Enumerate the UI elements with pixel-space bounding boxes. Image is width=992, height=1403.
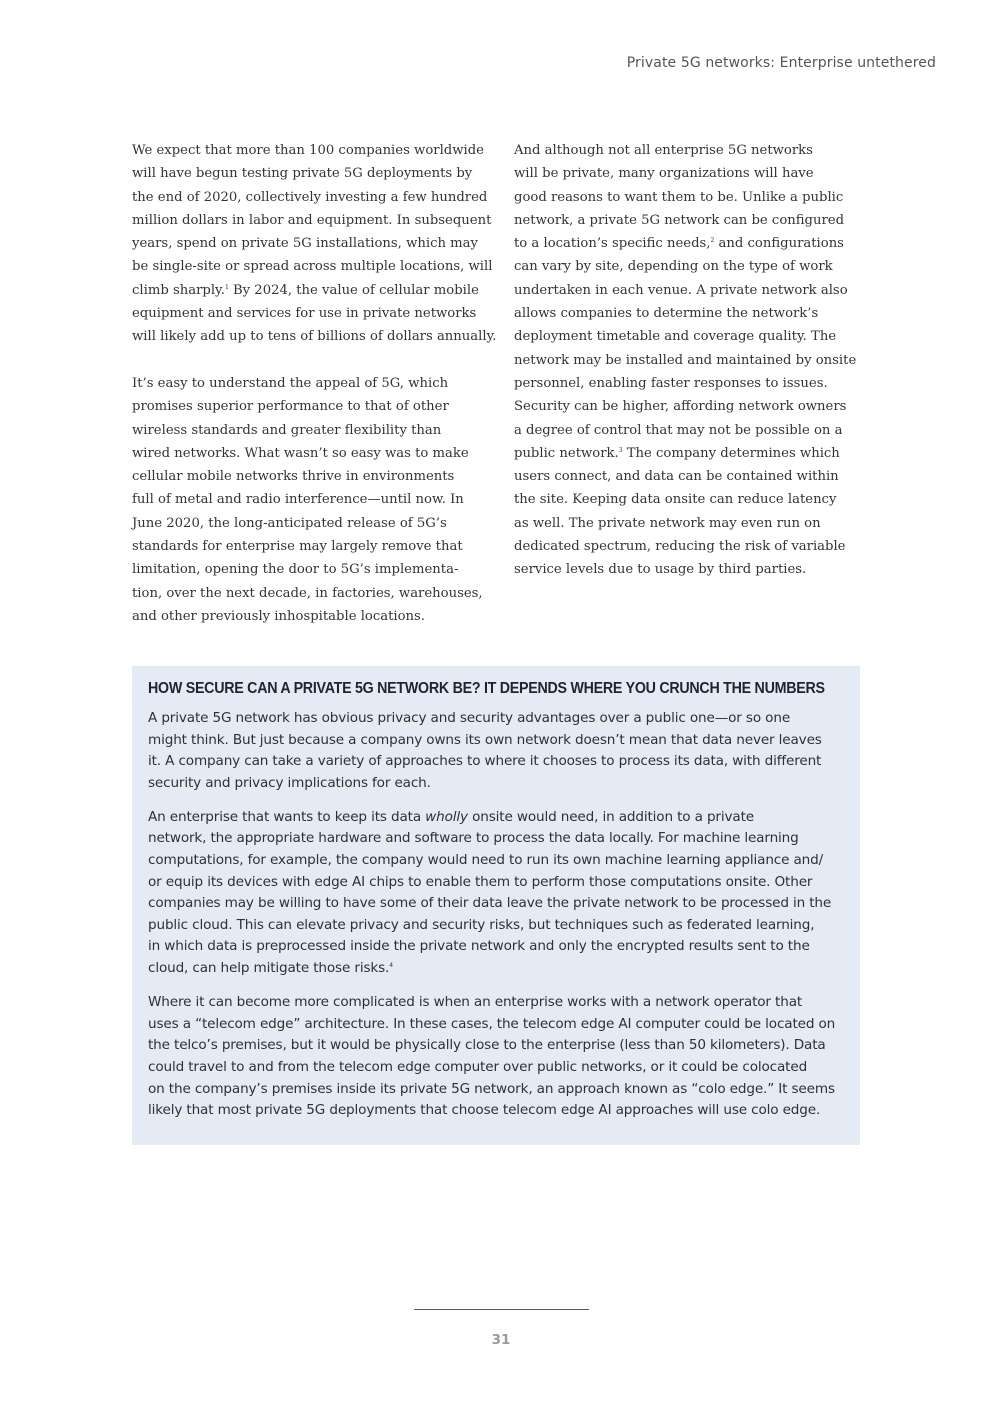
text-fragment: onsite would need, in addition to a private xyxy=(467,808,754,825)
text-line: the telco’s premises, but it would be physically close to the enterprise (less than 50 kilometers). Data xyxy=(148,1037,826,1054)
text-line: equipment and services for use in private networks xyxy=(132,306,477,322)
text-line: cellular mobile networks thrive in environments xyxy=(132,469,455,485)
text-line: will have begun testing private 5G deployments by xyxy=(132,166,473,182)
footnote-ref-1[interactable]: 1 xyxy=(224,283,229,291)
text-line: security and privacy implications for each. xyxy=(148,774,431,791)
text-line: deployment timetable and coverage quality. The xyxy=(514,329,837,345)
page-number: 31 xyxy=(491,1332,511,1348)
text-line: It’s easy to understand the appeal of 5G, which xyxy=(132,375,449,391)
text-line: good reasons to want them to be. Unlike a public xyxy=(514,189,844,205)
text-line: or equip its devices with edge AI chips to enable them to perform those computations onsite. Other xyxy=(148,873,813,890)
sidebar-paragraph-onsite xyxy=(148,807,844,980)
footer-divider xyxy=(414,1309,589,1310)
text-line: will be private, many organizations will have xyxy=(514,166,814,182)
text-line: Security can be higher, affording network owners xyxy=(514,399,847,415)
text-line: can vary by site, depending on the type of work xyxy=(514,259,833,275)
text-line: promises superior performance to that of other xyxy=(132,399,449,415)
text-line: companies may be willing to have some of their data leave the private network to be processed in the xyxy=(148,895,832,912)
text-line: it. A company can take a variety of approaches to where it chooses to process its data, with different xyxy=(148,753,822,770)
emphasis-text: wholly xyxy=(425,808,468,825)
text-fragment: By 2024, the value of cellular mobile xyxy=(232,282,479,298)
text-line: as well. The private network may even run on xyxy=(514,515,821,531)
text-line: likely that most private 5G deployments that choose telecom edge AI approaches will use colo edge. xyxy=(148,1102,821,1119)
text-line: limitation, opening the door to 5G’s implementa- xyxy=(132,562,459,578)
paragraph-private-networks xyxy=(514,139,860,582)
text-line: public cloud. This can elevate privacy and security risks, but techniques such as federated learning, xyxy=(148,916,815,933)
text-fragment: and configurations xyxy=(718,236,844,252)
text-line: years, spend on private 5G installations, which may xyxy=(132,236,478,252)
right-column xyxy=(514,139,860,582)
sidebar-title: HOW SECURE CAN A PRIVATE 5G NETWORK BE? IT DEPENDS WHERE YOU CRUNCH THE NUMBERS xyxy=(148,680,825,697)
text-line: standards for enterprise may largely remove that xyxy=(132,539,463,555)
text-line: undertaken in each venue. A private network also xyxy=(514,282,848,298)
text-line: be single-site or spread across multiple locations, will xyxy=(132,259,493,275)
text-line xyxy=(514,232,860,255)
text-line: wireless standards and greater flexibility than xyxy=(132,422,442,438)
text-line: the site. Keeping data onsite can reduce latency xyxy=(514,492,837,508)
text-line: A private 5G network has obvious privacy and security advantages over a public one—or so one xyxy=(148,710,791,726)
text-line xyxy=(148,958,844,980)
text-fragment: cloud, can help mitigate those risks. xyxy=(148,960,390,977)
sidebar-paragraph-privacy xyxy=(148,708,844,794)
text-line: could travel to and from the telecom edge computer over public networks, or it could be colocated xyxy=(148,1058,808,1075)
text-line: network may be installed and maintained by onsite xyxy=(514,352,857,368)
text-fragment: The company determines which xyxy=(626,445,840,461)
text-line: million dollars in labor and equipment. In subsequent xyxy=(132,212,492,228)
text-fragment: to a location’s specific needs, xyxy=(514,236,711,252)
text-line: computations, for example, the company would need to run its own machine learning appliance and/ xyxy=(148,852,824,869)
text-line: a degree of control that may not be possible on a xyxy=(514,422,843,438)
text-line: will likely add up to tens of billions of dollars annually. xyxy=(132,329,497,345)
text-line xyxy=(514,442,860,465)
text-line: on the company’s premises inside its private 5G network, an approach known as “colo edge.” It seems xyxy=(148,1080,835,1097)
text-line: June 2020, the long-anticipated release of 5G’s xyxy=(132,515,447,531)
text-fragment: An enterprise that wants to keep its data xyxy=(148,808,426,825)
text-line: users connect, and data can be contained within xyxy=(514,469,839,485)
paragraph-5g-investment xyxy=(132,139,497,349)
footnote-ref-3[interactable]: 3 xyxy=(618,446,623,454)
footnote-ref-2[interactable]: 2 xyxy=(710,237,715,245)
paragraph-gap xyxy=(132,349,478,372)
sidebar-paragraph-telecom-edge xyxy=(148,992,844,1122)
text-line xyxy=(148,807,844,829)
footnote-ref-4[interactable]: 4 xyxy=(389,962,393,970)
left-column xyxy=(132,139,497,628)
text-line: Where it can become more complicated is when an enterprise works with a network operator that xyxy=(148,994,803,1011)
text-line: personnel, enabling faster responses to issues. xyxy=(514,375,828,391)
paragraph-5g-appeal xyxy=(132,372,483,628)
text-line: tion, over the next decade, in factories, warehouses, xyxy=(132,585,483,601)
text-line: the end of 2020, collectively investing a few hundred xyxy=(132,189,488,205)
text-fragment: public network. xyxy=(514,445,619,461)
text-line: and other previously inhospitable locations. xyxy=(132,608,426,624)
text-line: wired networks. What wasn’t so easy was to make xyxy=(132,445,469,461)
text-line: service levels due to usage by third parties. xyxy=(514,562,807,578)
running-header: Private 5G networks: Enterprise untethered xyxy=(626,55,936,71)
text-line: network, a private 5G network can be configured xyxy=(514,212,845,228)
text-line xyxy=(132,279,478,302)
text-fragment: climb sharply. xyxy=(132,282,225,298)
text-line: dedicated spectrum, reducing the risk of variable xyxy=(514,539,846,555)
sidebar-box xyxy=(132,666,860,1145)
text-line: in which data is preprocessed inside the private network and only the encrypted results sent to the xyxy=(148,938,810,955)
text-line: might think. But just because a company owns its own network doesn’t mean that data never leaves xyxy=(148,731,822,748)
text-line: full of metal and radio interference—until now. In xyxy=(132,492,464,508)
text-line: We expect that more than 100 companies worldwide xyxy=(132,143,484,158)
text-line: allows companies to determine the network’s xyxy=(514,306,819,322)
text-line: network, the appropriate hardware and software to process the data locally. For machine learning xyxy=(148,830,799,847)
text-line: uses a “telecom edge” architecture. In these cases, the telecom edge AI computer could be located on xyxy=(148,1015,836,1032)
text-line: And although not all enterprise 5G networks xyxy=(514,143,813,158)
